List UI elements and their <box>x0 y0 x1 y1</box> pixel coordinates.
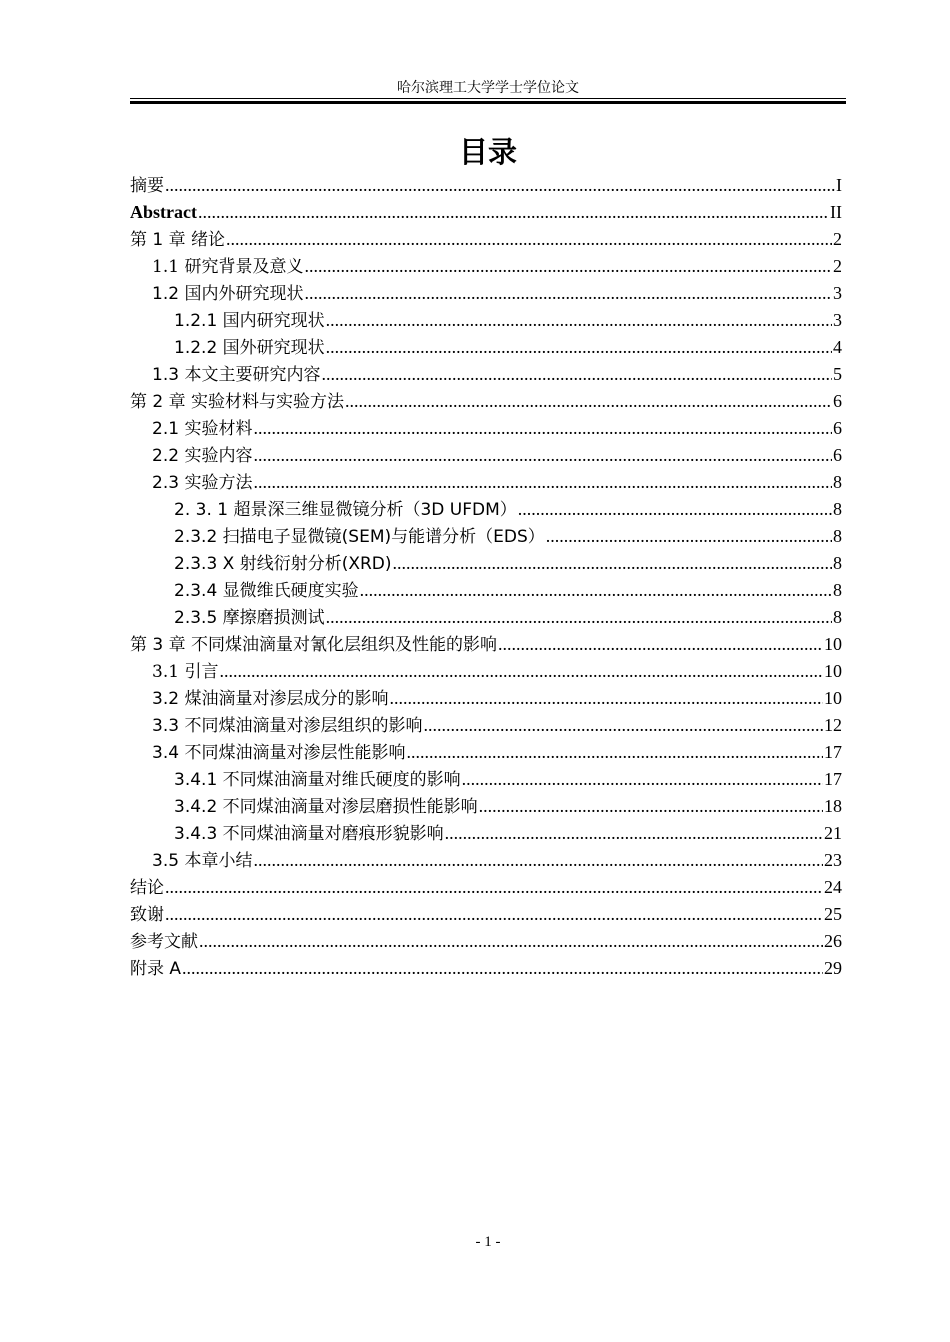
toc-entry[interactable] <box>130 871 842 898</box>
toc-entry[interactable] <box>130 250 842 277</box>
toc-entry-page: 29 <box>824 958 842 978</box>
toc-entry-label: 3.5 本章小结 <box>152 851 253 871</box>
toc-leader-dots <box>546 526 832 547</box>
toc-entry-page: 2 <box>833 256 842 276</box>
toc-leader-dots <box>219 661 823 682</box>
toc-entry-label: 2.3.3 X 射线衍射分析(XRD) <box>174 554 392 574</box>
toc-entry-page: 8 <box>833 472 842 492</box>
toc-entry[interactable] <box>130 196 842 223</box>
toc-entry-page: 4 <box>833 337 842 357</box>
toc-entry-page: 10 <box>824 688 842 708</box>
toc-entry-page: 23 <box>824 850 842 870</box>
toc-entry-label: 3.4 不同煤油滴量对渗层性能影响 <box>152 743 406 763</box>
toc-entry[interactable] <box>130 466 842 493</box>
toc-entry[interactable] <box>130 655 842 682</box>
toc-entry-label: 3.4.3 不同煤油滴量对磨痕形貌影响 <box>174 824 444 844</box>
toc-leader-dots <box>326 337 832 358</box>
toc-leader-dots <box>406 742 823 763</box>
toc-entry-label: 2.3 实验方法 <box>152 473 253 493</box>
toc-entry-label: 附录 A <box>130 959 182 979</box>
toc-leader-dots <box>326 607 832 628</box>
toc-leader-dots <box>445 823 823 844</box>
toc-entry-page: 8 <box>833 553 842 573</box>
toc-entry-label: 2.2 实验内容 <box>152 446 253 466</box>
toc-entry[interactable] <box>130 412 842 439</box>
toc-entry-page: 25 <box>824 904 842 924</box>
toc-entry-page: 10 <box>824 661 842 681</box>
toc-entry-page: 6 <box>833 391 842 411</box>
toc-entry[interactable] <box>130 682 842 709</box>
toc-entry[interactable] <box>130 844 842 871</box>
toc-entry-page: 18 <box>824 796 842 816</box>
toc-leader-dots <box>321 364 832 385</box>
toc-entry-label: 2.3.2 扫描电子显微镜(SEM)与能谱分析（EDS） <box>174 527 545 547</box>
toc-entry[interactable] <box>130 223 842 250</box>
toc-entry[interactable] <box>130 790 842 817</box>
toc-leader-dots <box>198 202 829 223</box>
toc-entry-label: Abstract <box>130 202 197 222</box>
toc-leader-dots <box>165 904 823 925</box>
toc-entry[interactable] <box>130 493 842 520</box>
toc-entry-label: 2. 3. 1 超景深三维显微镜分析（3D UFDM） <box>174 500 517 520</box>
toc-entry[interactable] <box>130 331 842 358</box>
toc-entry-page: 8 <box>833 607 842 627</box>
toc-entry[interactable] <box>130 925 842 952</box>
toc-entry-label: 1.2.2 国外研究现状 <box>174 338 325 358</box>
toc-entry-label: 摘要 <box>130 176 164 196</box>
toc-leader-dots <box>165 175 835 196</box>
toc-entry-page: 6 <box>833 418 842 438</box>
toc-leader-dots <box>165 877 823 898</box>
toc-leader-dots <box>393 553 832 574</box>
toc-entry[interactable] <box>130 169 842 196</box>
toc-entry-page: 8 <box>833 526 842 546</box>
toc-entry-label: 致谢 <box>130 905 164 925</box>
toc-entry-label: 1.2 国内外研究现状 <box>152 284 304 304</box>
toc-entry[interactable] <box>130 574 842 601</box>
toc-leader-dots <box>360 580 832 601</box>
toc-entry-label: 参考文献 <box>130 932 198 952</box>
toc-leader-dots <box>326 310 832 331</box>
toc-entry-label: 3.4.2 不同煤油滴量对渗层磨损性能影响 <box>174 797 478 817</box>
toc-leader-dots <box>304 256 832 277</box>
toc-entry[interactable] <box>130 763 842 790</box>
toc-entry-page: II <box>830 202 842 222</box>
toc-entry[interactable] <box>130 709 842 736</box>
toc-entry-label: 2.1 实验材料 <box>152 419 253 439</box>
toc-entry[interactable] <box>130 520 842 547</box>
toc-leader-dots <box>304 283 832 304</box>
toc-leader-dots <box>253 472 832 493</box>
toc-entry-label: 1.2.1 国内研究现状 <box>174 311 325 331</box>
toc-leader-dots <box>226 229 832 250</box>
toc-entry-label: 3.3 不同煤油滴量对渗层组织的影响 <box>152 716 423 736</box>
toc-leader-dots <box>498 634 823 655</box>
toc-entry-page: 17 <box>824 769 842 789</box>
toc-title: 目录 <box>458 135 517 169</box>
toc-entry[interactable] <box>130 547 842 574</box>
toc-entry[interactable] <box>130 439 842 466</box>
toc-entry-label: 第 3 章 不同煤油滴量对氰化层组织及性能的影响 <box>130 635 498 655</box>
toc-entry-label: 第 2 章 实验材料与实验方法 <box>130 392 345 412</box>
toc-entry[interactable] <box>130 358 842 385</box>
toc-entry[interactable] <box>130 628 842 655</box>
toc-entry-page: 2 <box>833 229 842 249</box>
toc-entry-label: 3.1 引言 <box>152 662 219 682</box>
toc-leader-dots <box>253 418 832 439</box>
toc-entry-label: 第 1 章 绪论 <box>130 230 226 250</box>
header-rule-thick <box>130 101 846 104</box>
toc-entry-page: 21 <box>824 823 842 843</box>
toc-entry-page: 3 <box>833 310 842 330</box>
toc-entry-page: 17 <box>824 742 842 762</box>
toc-leader-dots <box>253 850 823 871</box>
toc-leader-dots <box>199 931 823 952</box>
toc-entry-label: 2.3.4 显微维氏硬度实验 <box>174 581 359 601</box>
toc-leader-dots <box>389 688 823 709</box>
page-number: - 1 - <box>475 1234 501 1250</box>
toc-entry-page: 5 <box>833 364 842 384</box>
toc-entry[interactable] <box>130 817 842 844</box>
toc-entry[interactable] <box>130 385 842 412</box>
toc-entry-page: 10 <box>824 634 842 654</box>
toc-entry[interactable] <box>130 952 842 979</box>
toc-leader-dots <box>518 499 832 520</box>
toc-entry-page: 6 <box>833 445 842 465</box>
toc-entry-label: 3.4.1 不同煤油滴量对维氏硬度的影响 <box>174 770 461 790</box>
table-of-contents <box>130 169 842 979</box>
toc-leader-dots <box>182 958 823 979</box>
toc-leader-dots <box>479 796 823 817</box>
header-rule-thin <box>130 98 846 99</box>
toc-entry-label: 1.3 本文主要研究内容 <box>152 365 321 385</box>
toc-leader-dots <box>423 715 823 736</box>
toc-leader-dots <box>462 769 823 790</box>
toc-entry[interactable] <box>130 736 842 763</box>
toc-leader-dots <box>253 445 832 466</box>
toc-entry-label: 3.2 煤油滴量对渗层成分的影响 <box>152 689 389 709</box>
toc-entry-label: 1.1 研究背景及意义 <box>152 257 304 277</box>
toc-entry[interactable] <box>130 601 842 628</box>
toc-entry[interactable] <box>130 304 842 331</box>
toc-entry[interactable] <box>130 277 842 304</box>
toc-entry-page: 8 <box>833 499 842 519</box>
toc-entry-label: 结论 <box>130 878 164 898</box>
toc-entry-page: 12 <box>824 715 842 735</box>
running-header: 哈尔滨理工大学学士学位论文 <box>397 80 579 96</box>
toc-leader-dots <box>345 391 832 412</box>
toc-entry-page: 24 <box>824 877 842 897</box>
toc-entry-page: 8 <box>833 580 842 600</box>
toc-entry-page: 3 <box>833 283 842 303</box>
toc-entry-page: I <box>836 175 842 195</box>
toc-entry-page: 26 <box>824 931 842 951</box>
toc-entry-label: 2.3.5 摩擦磨损测试 <box>174 608 325 628</box>
toc-entry[interactable] <box>130 898 842 925</box>
